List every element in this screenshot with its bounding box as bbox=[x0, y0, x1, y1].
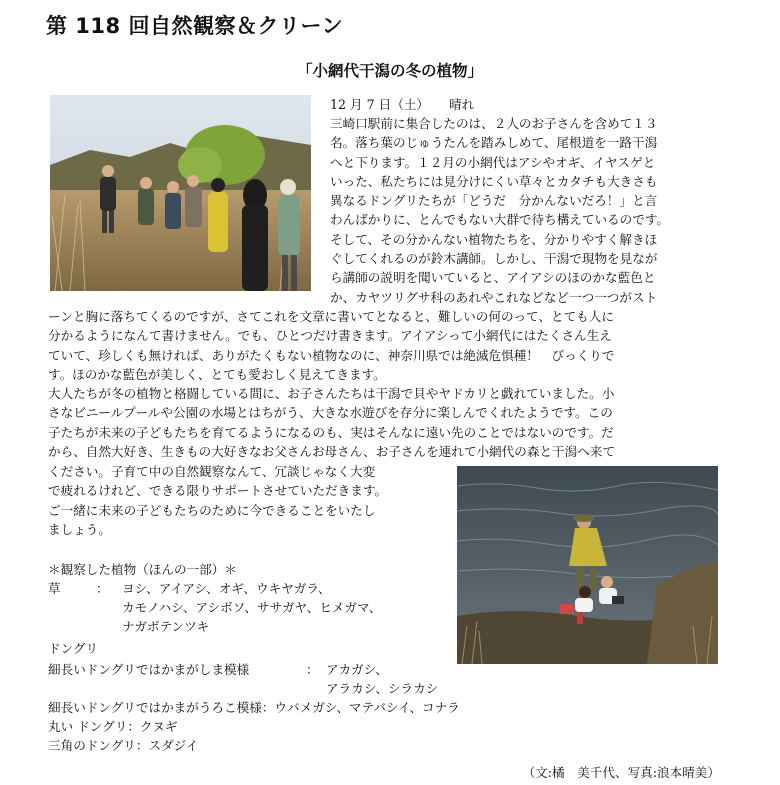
acorn-row: 細長いドングリではかまがうろこ模様：ウバメガシ、マテバシイ、コナラ bbox=[48, 700, 460, 715]
acorn-row: 丸い ドングリ：クヌギ bbox=[48, 719, 178, 734]
text-line: 名。落ち葉のじゅうたんを踏みしめて、尾根道を一路干潟 bbox=[330, 135, 658, 151]
plant-list-heading: ＊観察した植物（ほんの一部）＊ bbox=[48, 562, 237, 577]
text-line: ぐしてくれるのが鈴木講師。しかし、干潟で現物を見なが bbox=[330, 251, 658, 267]
date: 12 月 7 日（土） bbox=[330, 97, 430, 112]
grass-list-line: ヨシ、アイアシ、オギ、ウキヤガラ、 bbox=[122, 581, 331, 596]
text-line: ましょう。 bbox=[48, 521, 111, 537]
text-line: さなビニールプールや公園の水場とはちがう、大きな水遊びを存分に楽しんでくれたようです。この bbox=[48, 405, 613, 421]
wrap-paragraph bbox=[330, 114, 669, 307]
group-photo-illustration bbox=[50, 95, 311, 291]
photo-tidal-flat-children bbox=[457, 466, 718, 664]
acorn-row: 三角のドングリ：スダジイ bbox=[48, 738, 199, 753]
photo-group-observing bbox=[50, 95, 311, 291]
text-line: 子たちが未来の子どもたちを育てるようになるのも、実はそんなに遠い先のことではないのです。だ bbox=[48, 424, 614, 440]
text-line: 異なるドングリたちが「どうだ 分かんないだろ！」と言 bbox=[330, 193, 658, 209]
text-line: そして、その分かんない植物たちを、分かりやすく解きほ bbox=[330, 231, 658, 247]
acorn-heading: ドングリ bbox=[48, 641, 99, 656]
text-line: ーンと胸に落ちてくるのですが、さてこれを文章に書いてとなると、難しいの何のって、とても人に bbox=[48, 309, 614, 324]
grass-list-line: カモノハシ、アシボソ、ササガヤ、ヒメガマ、 bbox=[122, 600, 382, 615]
text-line: ら講師の説明を聞いていると、アイアシのほのかな藍色と bbox=[330, 270, 656, 286]
text-line: 分かるようになんて書けません。でも、ひとつだけ書きます。アイアシって小網代にはたくさん生え bbox=[48, 328, 612, 344]
full-paragraph bbox=[48, 307, 615, 461]
text-line: 大人たちが冬の植物と格闘している間に、お子さんたちは干潟で貝やヤドカリと戯れていました。小 bbox=[48, 386, 615, 402]
tidal-flat-illustration bbox=[457, 466, 718, 664]
acorn-row-value: アラカシ、シラカシ bbox=[326, 681, 439, 696]
text-line: か、カヤツリグサ科のあれやこれなどなど一つ一つがスト bbox=[330, 289, 658, 305]
text-line: へと下ります。１２月の小網代はアシやオギ、イヤスゲと bbox=[330, 154, 656, 170]
grass-colon: ： bbox=[96, 581, 109, 596]
closing-paragraph bbox=[48, 462, 387, 539]
text-line: ていて、珍しくも無ければ、ありがたくもない植物なのに、神奈川県では絶滅危惧種！ びっくりで bbox=[48, 347, 615, 363]
dateline bbox=[330, 95, 474, 114]
text-line: から、自然大好き、生きもの大好きなお父さんお母さん、お子さんを連れて小網代の森と干潟へ来て bbox=[48, 444, 615, 460]
text-line: ください。子育て中の自然観察なんて、冗談じゃなく大変 bbox=[48, 464, 376, 479]
text-line: 三崎口駅前に集合したのは、２人のお子さんを含めて１３ bbox=[330, 116, 658, 131]
acorn-row-value: アカガシ、 bbox=[326, 662, 388, 677]
text-line: ご一緒に未来の子どもたちのために今できることをいたし bbox=[48, 502, 376, 518]
weather: 晴れ bbox=[449, 97, 475, 112]
text-line: いった、私たちには見分けにくい草々とカタチも大きさも bbox=[330, 173, 658, 189]
text-line: で疲れるけれど、できる限りサポートさせていただきます。 bbox=[48, 483, 388, 499]
grass-label: 草 bbox=[48, 581, 61, 596]
article-subtitle: 「小網代干潟の冬の植物」 bbox=[296, 62, 483, 80]
page-title: 第 118 回自然観察＆クリーン bbox=[46, 14, 344, 38]
acorn-row-colon: ： bbox=[306, 662, 319, 677]
text-line: す。ほのかな藍色が美しく、とても愛おしく見えてきます。 bbox=[48, 366, 386, 382]
grass-list-line: ナガボテンツキ bbox=[122, 619, 210, 634]
credit-line: （文:橘 美千代、写真:浪本晴美） bbox=[522, 765, 720, 780]
acorn-row-label: 細長いドングリではかまがしま模様 bbox=[48, 662, 250, 677]
text-line: わんばかりに、とんでもない大群で待ち構えているのです。 bbox=[330, 212, 670, 228]
